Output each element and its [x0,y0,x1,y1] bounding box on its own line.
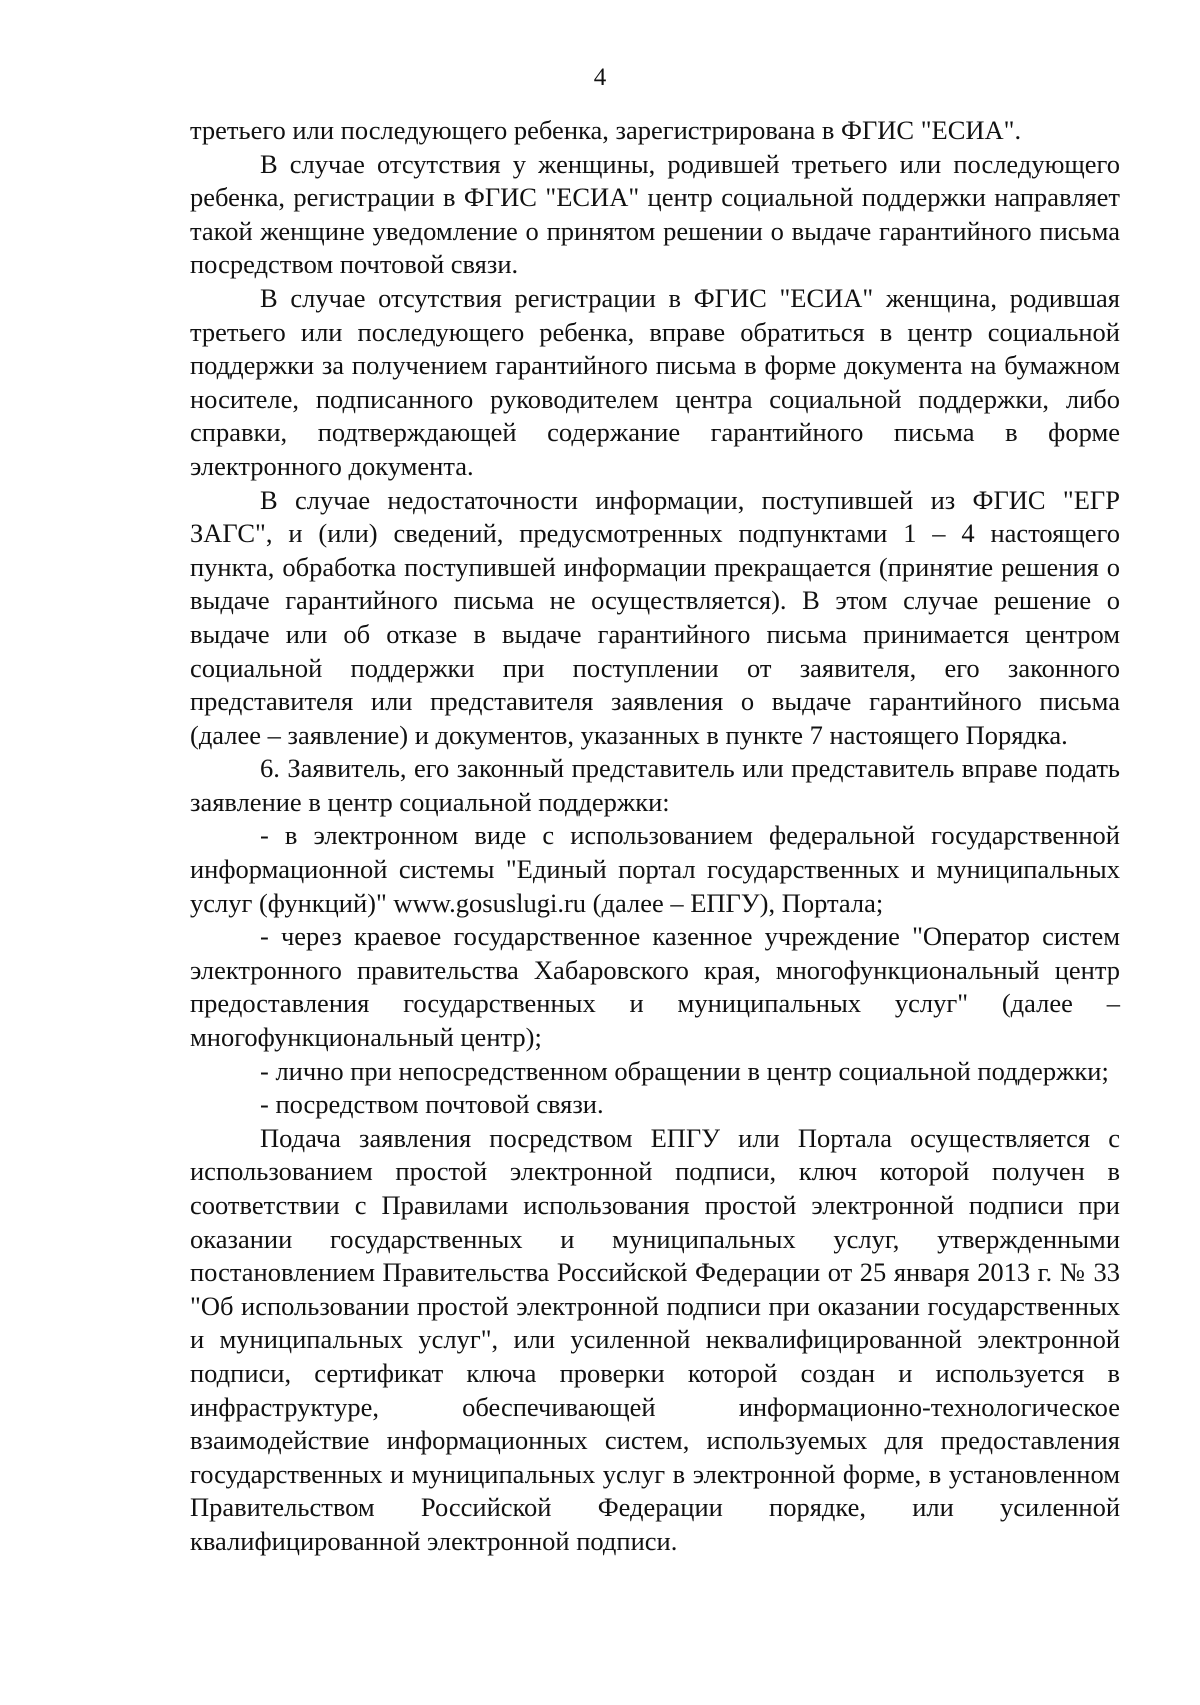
paragraph-esia-notification: В случае отсутствия у женщины, родившей третьего или последующего ребенка, регистрации в ФГИС "ЕСИА" центр социальной поддержки направляет такой женщине уведомление о принятом решении о выдаче гарантийного письма посредством почтовой связи. [190,148,1120,280]
paragraph-paper-letter: В случае отсутствия регистрации в ФГИС "ЕСИА" женщина, родившая третьего или последующего ребенка, вправе обратиться в центр социальной поддержки за получением гарантийного письма в форме документа на бумажном носителе, подписанного руководителем центра социальной поддержки, либо справки, подтверждающей содержание гарантийного письма в форме электронного документа. [190,282,1120,481]
paragraph-insufficient-info: В случае недостаточности информации, поступившей из ФГИС "ЕГР ЗАГС", и (или) сведений, предусмотренных подпунктами 1 – 4 настоящего пункта, обработка поступившей информации прекращается (принятие решения о выдаче гарантийного письма не осуществляется). В этом случае решение о выдаче или об отказе в выдаче гарантийного письма принимается центром социальной поддержки при поступлении от заявителя, его законного представителя или представителя заявления о выдаче гарантийного письма (далее – заявление) и документов, указанных в пункте 7 настоящего Порядка. [190,484,1120,750]
document-body [190,114,1120,1559]
list-item-postal: - посредством почтовой связи. [260,1089,604,1120]
paragraph-item-6: 6. Заявитель, его законный представитель или представитель вправе подать заявление в центр социальной поддержки: [190,753,1120,817]
paragraph-continuation: третьего или последующего ребенка, зарегистрирована в ФГИС "ЕСИА". [190,115,1022,145]
list-item-in-person: - лично при непосредственном обращении в центр социальной поддержки; [260,1055,1109,1086]
list-item-electronic: - в электронном виде с использованием федеральной государственной информационной системы "Единый портал государственных и муниципальных услуг (функций)" www.gosuslugi.ru (далее – ЕПГУ), Портала; [190,820,1120,918]
paragraph-electronic-signature: Подача заявления посредством ЕПГУ или Портала осуществляется с использованием простой электронной подписи, ключ которой получен в соответствии с Правилами использования простой электронной подписи при оказании государственных и муниципальных услуг, утвержденными постановлением Правительства Российской Федерации от 25 января 2013 г. № 33 "Об использовании простой электронной подписи при оказании государственных и муниципальных услуг", или усиленной неквалифицированной электронной подписи, сертификат ключа проверки которой создан и используется в инфраструктуре, обеспечивающей информационно-технологическое взаимодействие информационных систем, используемых для предоставления государственных и муниципальных услуг в электронной форме, в установленном Правительством Российской Федерации порядке, или усиленной квалифицированной электронной подписи. [190,1122,1120,1556]
list-item-mfc: - через краевое государственное казенное учреждение "Оператор систем электронного правительства Хабаровского края, многофункциональный центр предоставления государственных и муниципальных услуг" (далее – многофункциональный центр); [190,921,1120,1053]
page-number: 4 [593,64,607,91]
